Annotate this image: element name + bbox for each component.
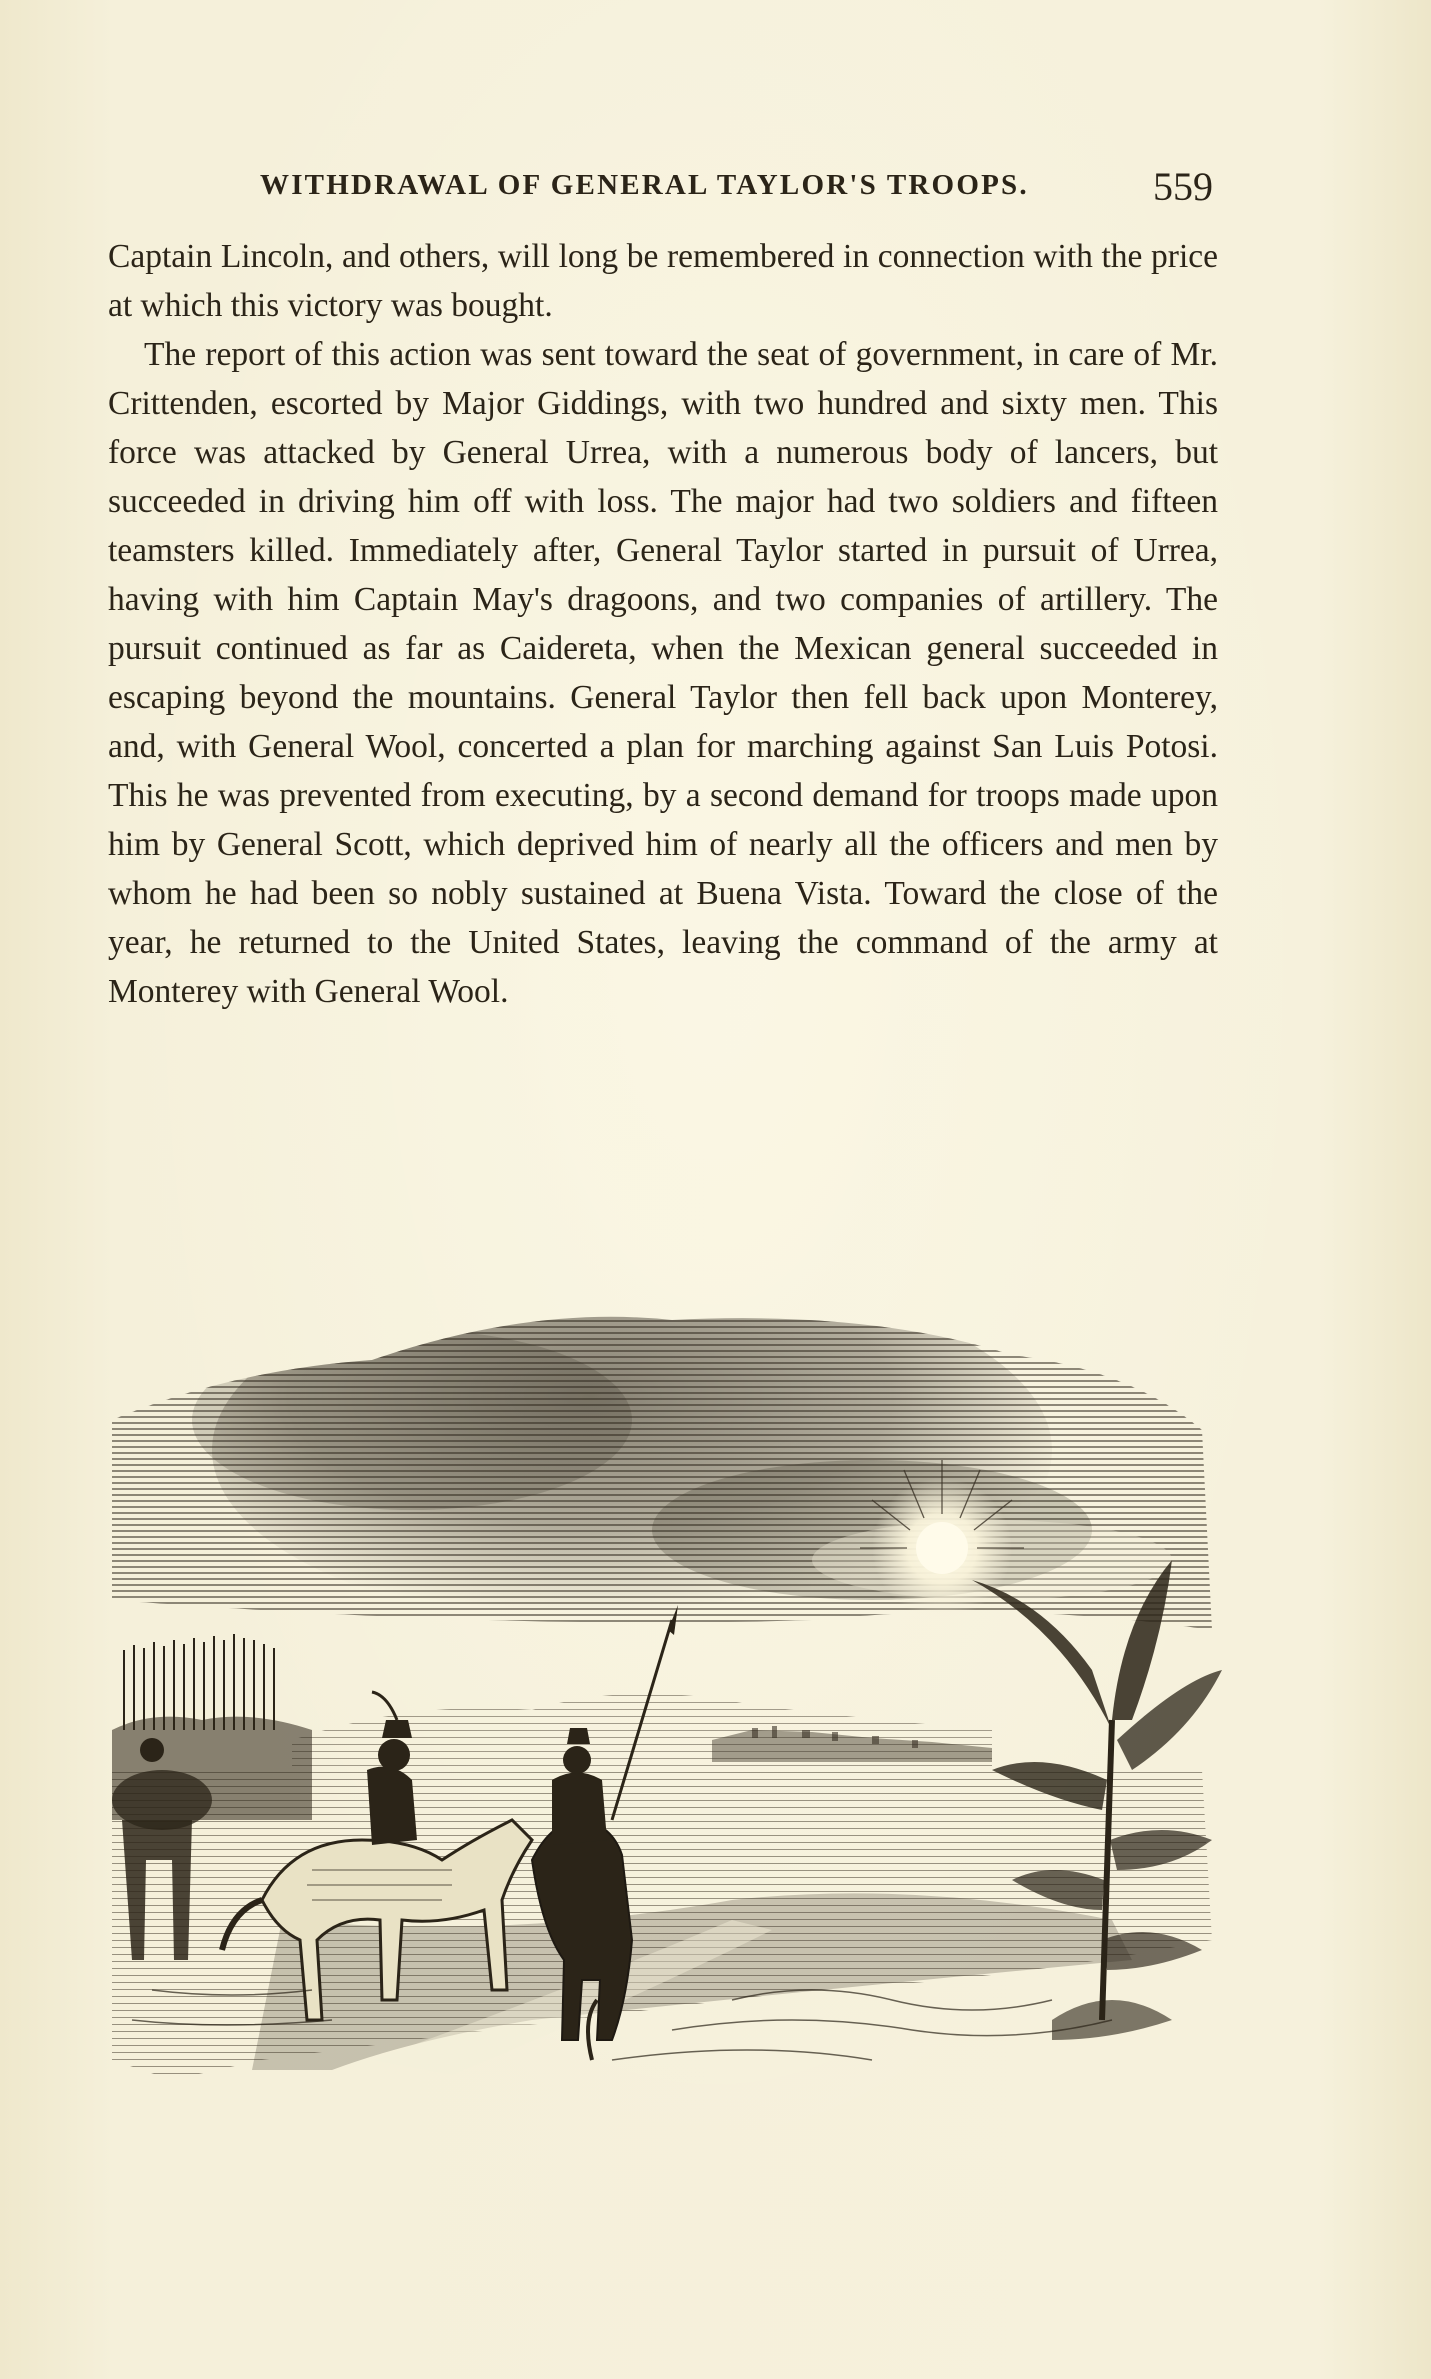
running-head: [108, 163, 1213, 213]
page-number: 559: [1153, 164, 1213, 209]
engraving-illustration: [112, 1300, 1227, 2090]
paragraph-2: The report of this action was sent toward the seat of government, in care of Mr. Crittenden, escorted by Major Giddings, with two hundred and sixty men. This force was attacked by General Urrea, with a numerous body of lancers, but succeeded in driving him off with loss. The major had two soldiers and fifteen teamsters killed. Immediately after, General Taylor started in pursuit of Urrea, having with him Captain May's dragoons, and two companies of artillery. The pursuit continued as far as Caidereta, when the Mexican general succeeded in escaping beyond the mountains. General Taylor then fell back upon Monterey, and, with General Wool, concerted a plan for marching against San Luis Potosi. This he was prevented from executing, by a second demand for troops made upon him by General Scott, which deprived him of nearly all the officers and men by whom he had been so nobly sustained at Buena Vista. Toward the close of the year, he returned to the United States, leaving the command of the army at Monterey with General Wool.: [108, 336, 1218, 1010]
sky: [112, 1300, 1227, 1660]
body-text: [108, 232, 1218, 1016]
engraving-svg: [112, 1300, 1227, 2090]
paragraph-1: Captain Lincoln, and others, will long be remembered in connection with the price at which this victory was bought.: [108, 238, 1218, 324]
running-title: WITHDRAWAL OF GENERAL TAYLOR'S TROOPS.: [260, 169, 1029, 201]
